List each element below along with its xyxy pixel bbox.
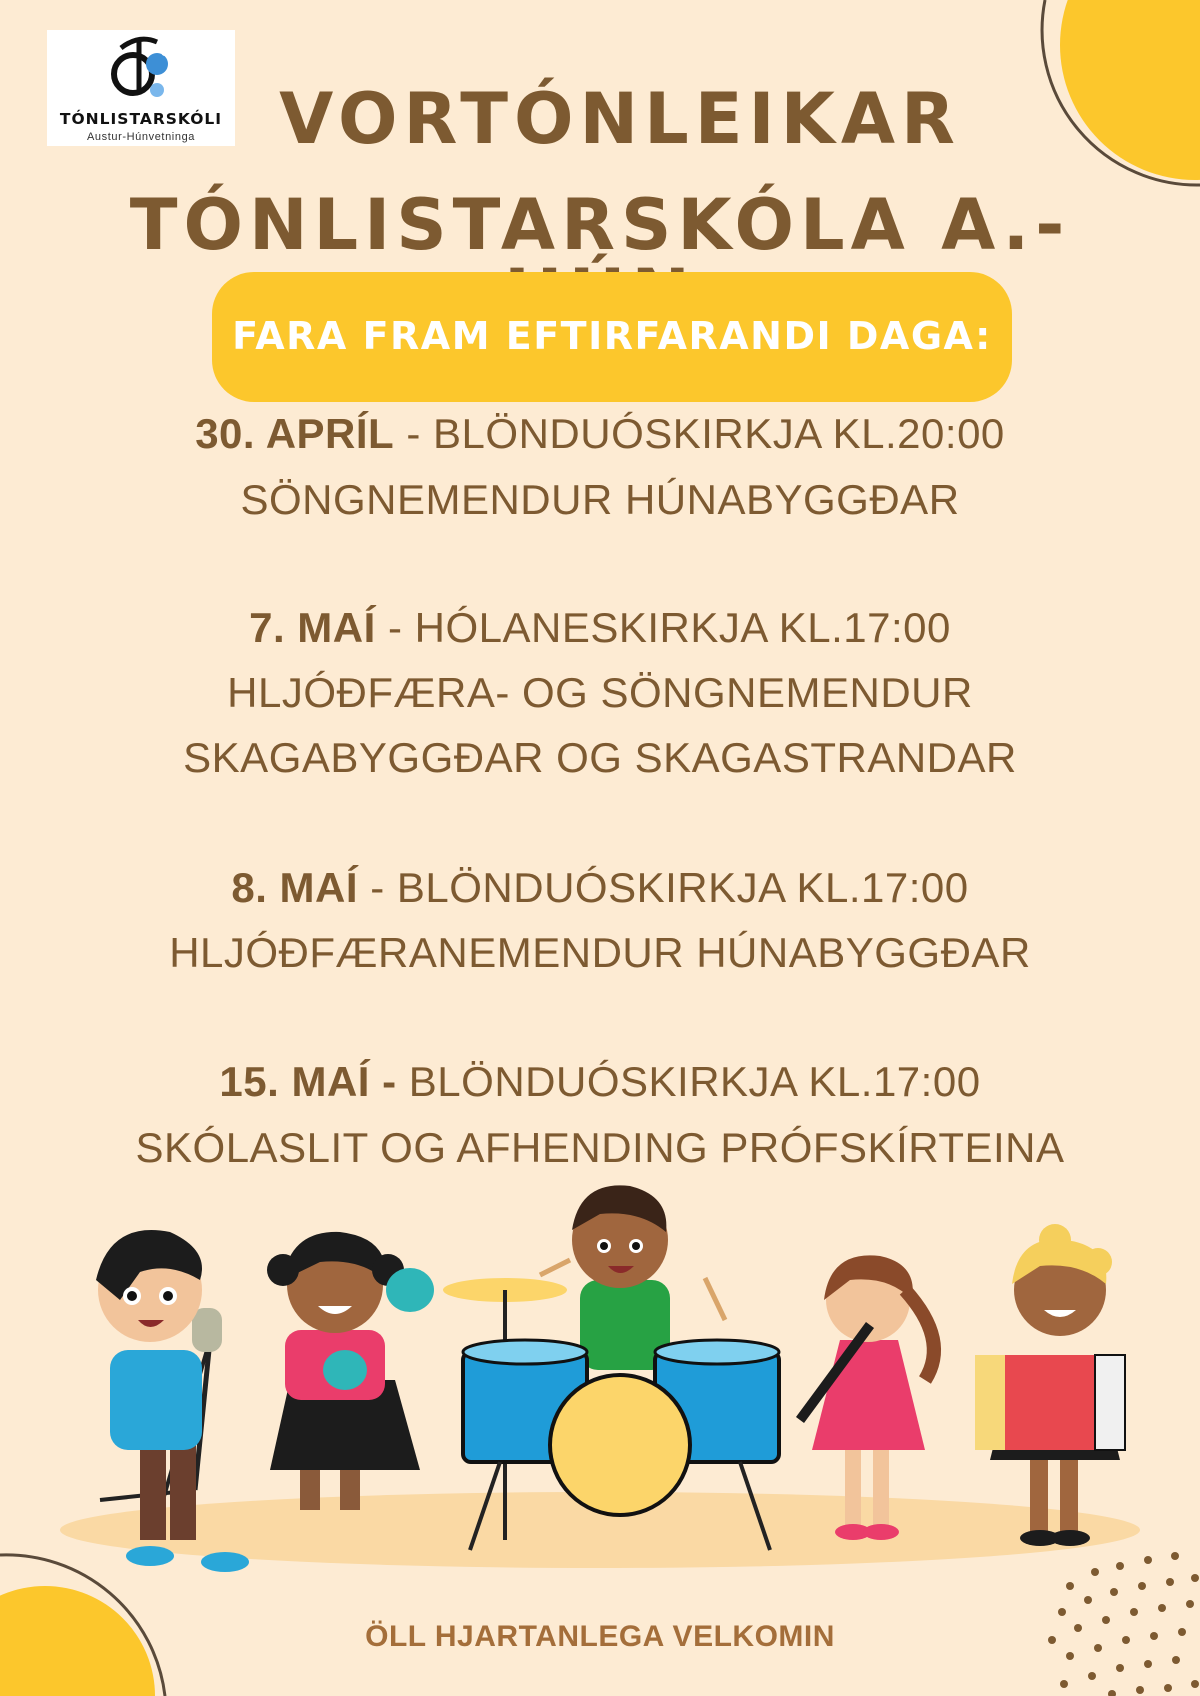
microphone-icon (192, 1308, 222, 1352)
event-description: HLJÓÐFÆRA- OG SÖNGNEMENDUR (227, 669, 973, 716)
event-description: HLJÓÐFÆRANEMENDUR HÚNABYGGÐAR (169, 929, 1031, 976)
event-place-time: HÓLANESKIRKJA KL.17:00 (414, 604, 951, 651)
maraca-icon (386, 1268, 434, 1312)
drumstick-icon (540, 1260, 570, 1275)
title-line-1: VORTÓNLEIKAR (279, 78, 961, 160)
event-date: 8. MAÍ (231, 864, 359, 911)
event-place-time: BLÖNDUÓSKIRKJA KL.17:00 (396, 864, 969, 911)
bass-drum-icon (550, 1375, 690, 1515)
event-date: 30. APRÍL (195, 410, 395, 457)
event-description: SÖNGNEMENDUR HÚNABYGGÐAR (240, 476, 960, 523)
event-description: SKÓLASLIT OG AFHENDING PRÓFSKÍRTEINA (135, 1124, 1065, 1171)
title-line-2: TÓNLISTARSKÓLA A.- (129, 184, 1071, 266)
maracas-girl-icon (267, 1232, 434, 1510)
welcome-footer: ÖLL HJARTANLEGA VELKOMIN (365, 1620, 835, 1653)
event-separator: - (358, 864, 397, 911)
event-description: SKAGABYGGÐAR OG SKAGASTRANDAR (183, 734, 1017, 781)
banner-text: FARA FRAM EFTIRFARANDI DAGA: (232, 314, 992, 358)
accordion-girl-icon (975, 1224, 1125, 1546)
logo-subtitle: Austur-Húnvetninga (86, 131, 196, 143)
logo-name: TÓNLISTARSKÓLI (59, 110, 223, 128)
event-separator: - (375, 604, 415, 651)
event-separator: - (394, 410, 434, 457)
maraca-icon (323, 1350, 367, 1390)
event-date: 7. MAÍ (249, 604, 376, 651)
event-date: 15. MAÍ - (219, 1058, 397, 1105)
event-place-time: BLÖNDUÓSKIRKJA KL.17:00 (408, 1058, 981, 1105)
drumstick-icon (705, 1278, 725, 1320)
event-place-time: BLÖNDUÓSKIRKJA KL.20:00 (433, 410, 1005, 457)
